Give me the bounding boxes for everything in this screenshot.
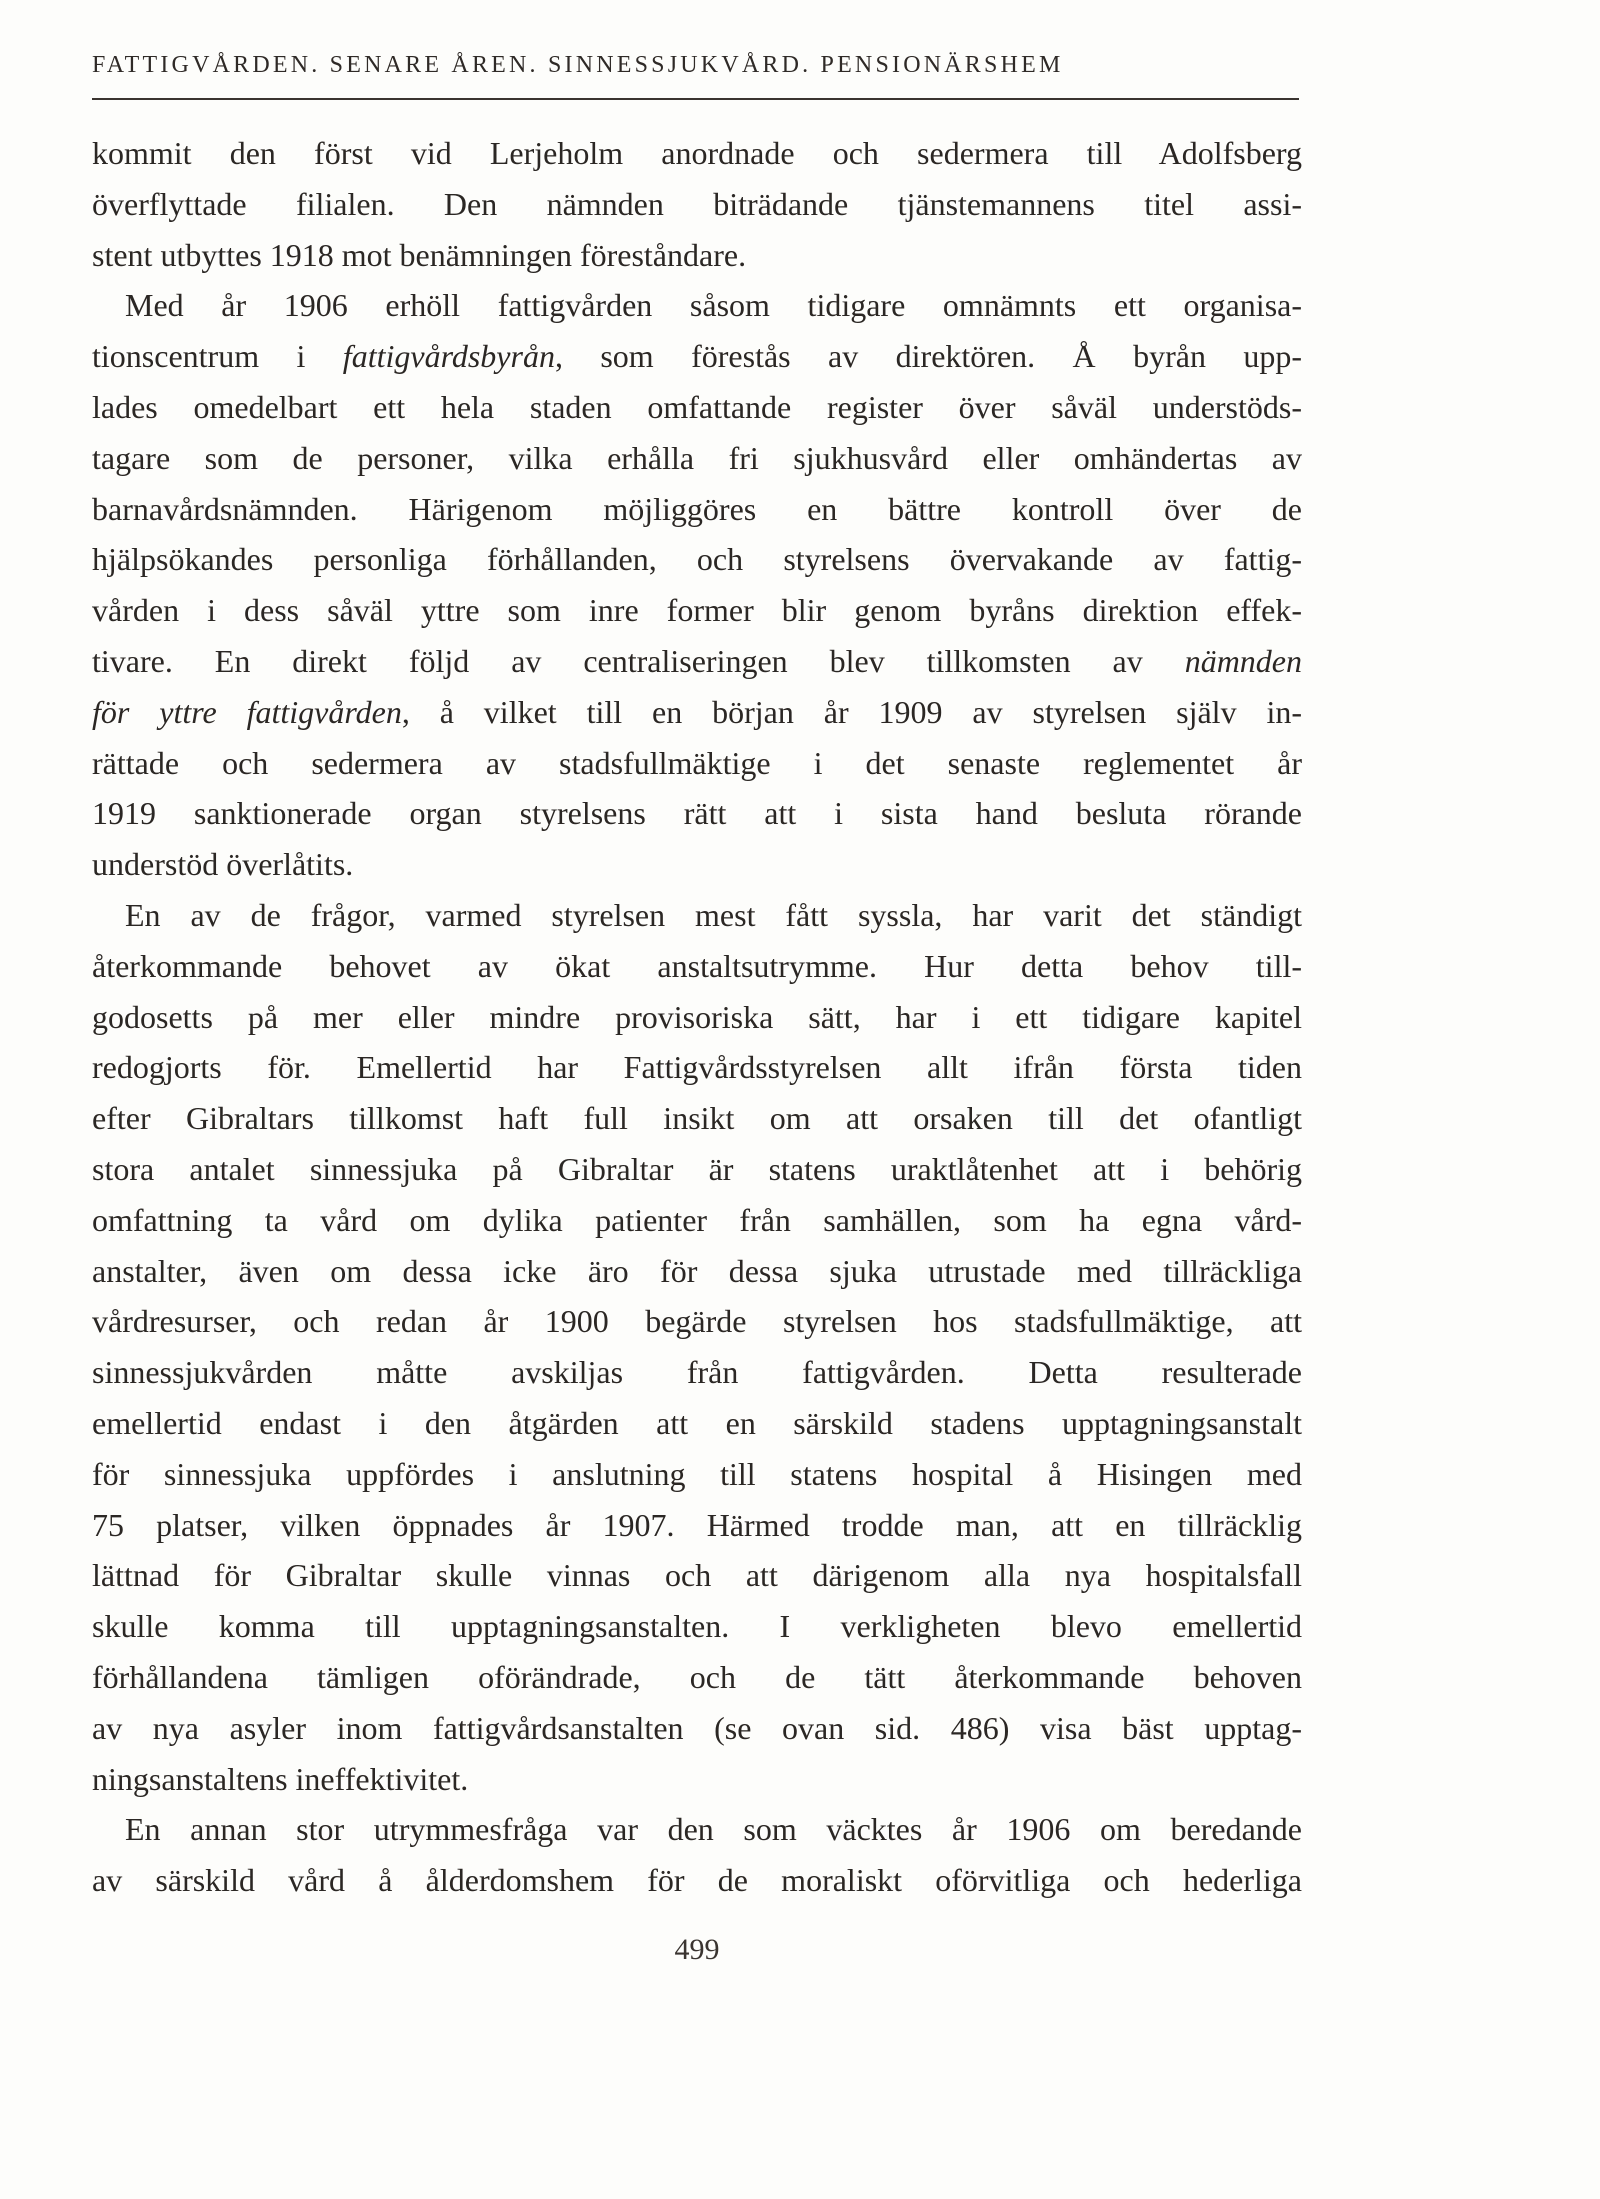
text-line: redogjorts för. Emellertid har Fattigvårdsstyrelsen allt ifrån första tiden <box>92 1049 1302 1086</box>
page-number: 499 <box>674 1933 720 1966</box>
body-text <box>92 128 1302 1906</box>
text-line: stora antalet sinnessjuka på Gibraltar är statens uraktlåtenhet att i behörig <box>92 1150 1302 1187</box>
running-header: FATTIGVÅRDEN. SENARE ÅREN. SINNESSJUKVÅRD. PENSIONÄRSHEM <box>92 52 1064 78</box>
text-line: överflyttade filialen. Den nämnden biträdande tjänstemannens titel assi- <box>92 185 1302 222</box>
text-line: återkommande behovet av ökat anstaltsutrymme. Hur detta behov till- <box>92 947 1302 984</box>
text-line: emellertid endast i den åtgärden att en särskild stadens upptagningsanstalt <box>92 1404 1302 1441</box>
text-line: hjälpsökandes personliga förhållanden, och styrelsens övervakande av fattig- <box>92 541 1302 578</box>
text-line: av nya asyler inom fattigvårdsanstalten (se ovan sid. 486) visa bäst upptag- <box>92 1709 1302 1746</box>
text-line: skulle komma till upptagningsanstalten. I verkligheten blevo emellertid <box>92 1608 1302 1645</box>
text-line: kommit den först vid Lerjeholm anordnade och sedermera till Adolfsberg <box>92 135 1302 171</box>
text-line: tionscentrum i fattigvårdsbyrån, som förestås av direktören. Å byrån upp- <box>92 338 1303 375</box>
text-line: förhållandena tämligen oförändrade, och de tätt återkommande behoven <box>92 1658 1302 1695</box>
text-line: Med år 1906 erhöll fattigvården såsom tidigare omnämnts ett organisa- <box>125 287 1302 324</box>
text-line: omfattning ta vård om dylika patienter från samhällen, som ha egna vård- <box>92 1201 1302 1238</box>
text-line: ningsanstaltens ineffektivitet. <box>92 1760 469 1797</box>
text-line: för yttre fattigvården, å vilket till en början år 1909 av styrelsen själv in- <box>92 693 1302 730</box>
text-line: av särskild vård å ålderdomshem för de moraliskt oförvitliga och hederliga <box>92 1862 1302 1899</box>
text-line: tivare. En direkt följd av centraliseringen blev tillkomsten av nämnden <box>92 642 1302 679</box>
text-line: anstalter, även om dessa icke äro för dessa sjuka utrustade med tillräckliga <box>92 1252 1302 1289</box>
text-line: sinnessjukvården måtte avskiljas från fattigvården. Detta resulterade <box>92 1354 1302 1391</box>
text-line: vårdresurser, och redan år 1900 begärde styrelsen hos stadsfullmäktige, att <box>92 1303 1302 1340</box>
text-line: tagare som de personer, vilka erhålla fri sjukhusvård eller omhändertas av <box>92 439 1302 476</box>
text-line: understöd överlåtits. <box>92 846 354 883</box>
text-line: lättnad för Gibraltar skulle vinnas och att därigenom alla nya hospitalsfall <box>92 1557 1302 1594</box>
text-line: efter Gibraltars tillkomst haft full insikt om att orsaken till det ofantligt <box>92 1100 1302 1137</box>
text-line: En annan stor utrymmesfråga var den som väcktes år 1906 om beredande <box>125 1811 1302 1848</box>
header-rule <box>92 98 1299 100</box>
text-line: lades omedelbart ett hela staden omfattande register över såväl understöds- <box>92 388 1302 425</box>
text-line: rättade och sedermera av stadsfullmäktige i det senaste reglementet år <box>92 744 1302 781</box>
text-line: En av de frågor, varmed styrelsen mest fått syssla, har varit det ständigt <box>125 896 1302 933</box>
text-line: för sinnessjuka uppfördes i anslutning till statens hospital å Hisingen med <box>92 1455 1302 1492</box>
text-line: stent utbyttes 1918 mot benämningen föreståndare. <box>92 236 747 273</box>
text-line: godosetts på mer eller mindre provisoriska sätt, har i ett tidigare kapitel <box>92 998 1302 1035</box>
text-line: vården i dess såväl yttre som inre former blir genom byråns direktion effek- <box>92 592 1302 629</box>
text-line: barnavårdsnämnden. Härigenom möjliggöres en bättre kontroll över de <box>92 490 1302 527</box>
text-line: 75 platser, vilken öppnades år 1907. Härmed trodde man, att en tillräcklig <box>92 1506 1302 1543</box>
text-line: 1919 sanktionerade organ styrelsens rätt att i sista hand besluta rörande <box>92 795 1302 832</box>
